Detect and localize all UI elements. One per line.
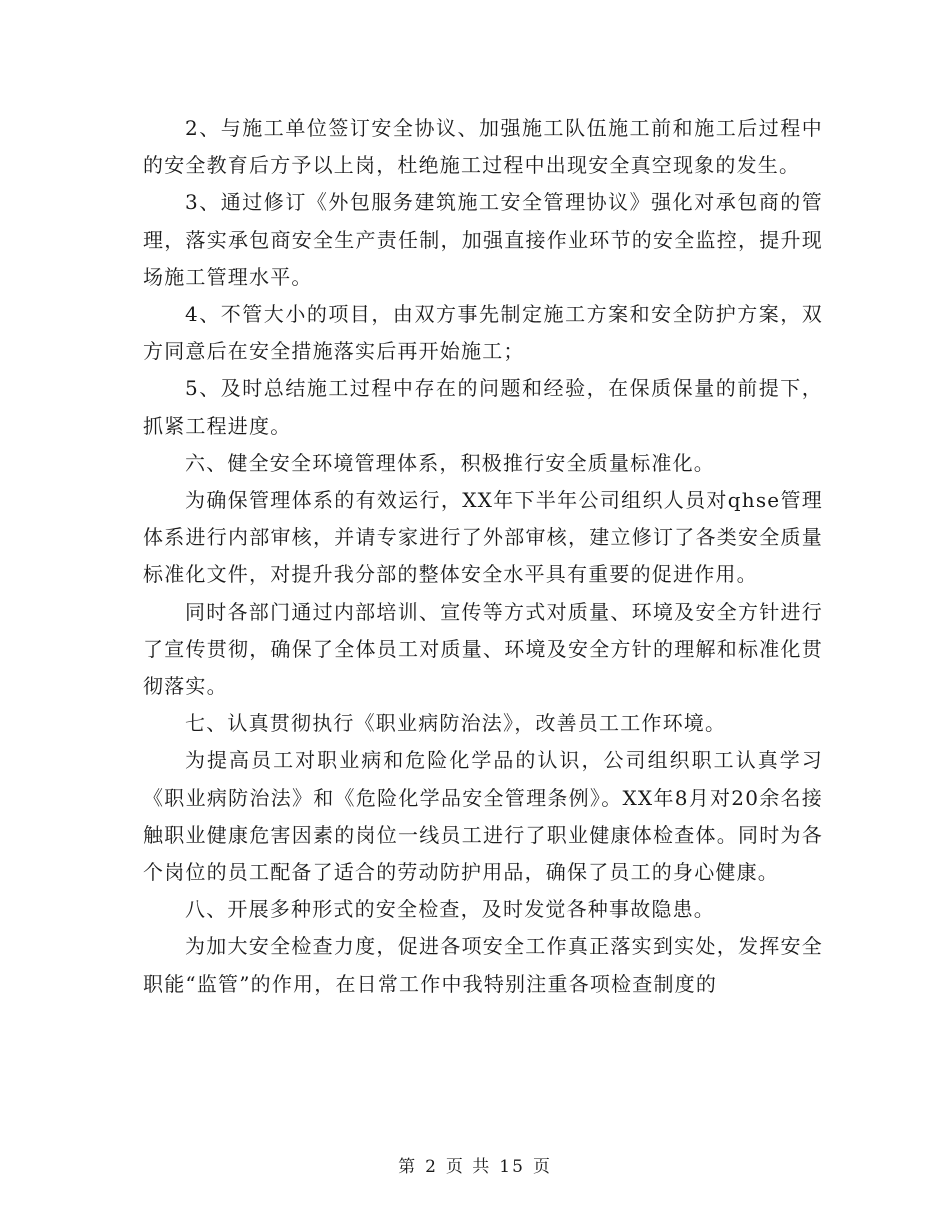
section-heading-6: 六、健全安全环境管理体系，积极推行安全质量标准化。 xyxy=(185,450,715,475)
paragraph-2: 3、通过修订《外包服务建筑施工安全管理协议》强化对承包商的管理，落实承包商安全生产责任制，加强直接作业环节的安全监控，提升现场施工管理水平。 xyxy=(143,190,823,289)
paragraph-6: 同时各部门通过内部培训、宣传等方式对质量、环境及安全方针进行了宣传贯彻，确保了全体员工对质量、环境及安全方针的理解和标准化贯彻落实。 xyxy=(143,599,823,699)
footer-suffix: 页 xyxy=(532,1157,552,1177)
paragraph-5: 为确保管理体系的有效运行，XX年下半年公司组织人员对qhse管理体系进行内部审核，并请专家进行了外部审核，建立修订了各类安全质量标准化文件，对提升我分部的整体安全水平具有重要的促进作用。 xyxy=(143,488,823,587)
page-footer xyxy=(0,1152,950,1177)
paragraph-4: 5、及时总结施工过程中存在的问题和经验，在保质保量的前提下，抓紧工程进度。 xyxy=(143,376,823,438)
footer-total-pages: 15 xyxy=(499,1157,525,1177)
footer-middle: 页 共 xyxy=(445,1157,492,1177)
paragraph-3: 4、不管大小的项目，由双方事先制定施工方案和安全防护方案，双方同意后在安全措施落实后再开始施工； xyxy=(143,302,823,364)
paragraph-1: 2、与施工单位签订安全协议、加强施工队伍施工前和施工后过程中的安全教育后方予以上岗，杜绝施工过程中出现安全真空现象的发生。 xyxy=(143,116,823,178)
section-heading-7: 七、认真贯彻执行《职业病防治法》，改善员工工作环境。 xyxy=(185,711,727,736)
paragraph-7: 为提高员工对职业病和危险化学品的认识，公司组织职工认真学习《职业病防治法》和《危险化学品安全管理条例》。XX年8月对20余名接触职业健康危害因素的岗位一线员工进行了职业健康体检查体。同时为各个岗位的员工配备了适合的劳动防护用品，确保了员工的身心健康。 xyxy=(143,748,823,885)
footer-page-number: 2 xyxy=(425,1157,438,1177)
footer-prefix: 第 xyxy=(398,1157,418,1177)
section-heading-8: 八、开展多种形式的安全检查，及时发觉各种事故隐患。 xyxy=(185,897,715,922)
document-body xyxy=(143,110,823,1003)
paragraph-8: 为加大安全检查力度，促进各项安全工作真正落实到实处，发挥安全职能“监管”的作用，在日常工作中我特别注重各项检查制度的 xyxy=(143,934,823,996)
